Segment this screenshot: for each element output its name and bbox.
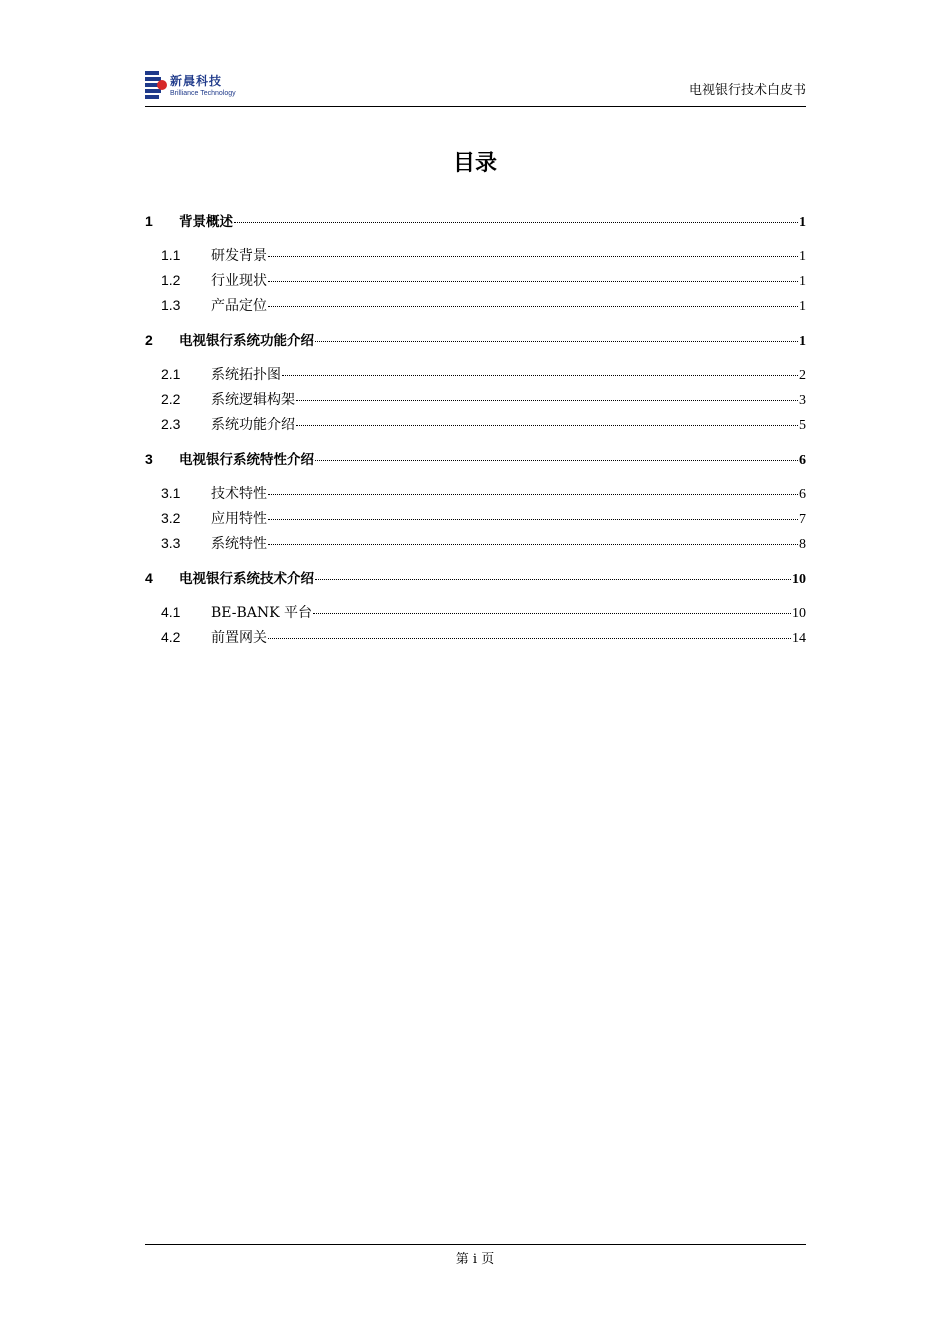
toc-leader-dots [296, 385, 798, 401]
toc-entry-page: 14 [792, 631, 806, 646]
company-logo [145, 70, 245, 104]
toc-entry-title: 技术特性 [211, 486, 267, 502]
toc-entry-title: 背景概述 [179, 214, 233, 230]
toc-leader-dots [268, 266, 798, 282]
toc-heading: 目录 [452, 151, 497, 176]
toc-entry-page: 10 [792, 572, 806, 587]
toc-entry-1-1[interactable] [145, 244, 806, 264]
toc-entry-number: 3 [145, 451, 153, 467]
toc-entry-4[interactable] [145, 567, 806, 587]
toc-entry-3-3[interactable] [145, 532, 806, 552]
toc-entry-2-3[interactable] [145, 413, 806, 433]
document-title: 电视银行技术白皮书 [688, 83, 806, 98]
toc-leader-dots [315, 564, 791, 580]
logo-english-text: Brilliance Technology [170, 90, 236, 97]
toc-leader-dots [313, 598, 791, 614]
toc-leader-dots [268, 529, 798, 545]
toc-entry-1-2[interactable] [145, 269, 806, 289]
toc-entry-page: 5 [799, 418, 806, 433]
toc-entry-page: 2 [799, 368, 806, 383]
toc-entry-title: 电视银行系统功能介绍 [179, 333, 314, 349]
toc-leader-dots [268, 291, 798, 307]
logo-mark-icon [145, 71, 167, 101]
toc-entry-title: 电视银行系统技术介绍 [179, 571, 314, 587]
toc-entry-3[interactable] [145, 448, 806, 468]
toc-entry-page: 1 [799, 274, 806, 289]
toc-entry-page: 3 [799, 393, 806, 408]
toc-entry-3-2[interactable] [145, 507, 806, 527]
toc-entry-page: 8 [799, 537, 806, 552]
toc-entry-1-3[interactable] [145, 294, 806, 314]
toc-leader-dots [268, 479, 798, 495]
toc-entry-number: 3.3 [161, 535, 181, 551]
toc-entry-page: 10 [792, 606, 806, 621]
toc-entry-number: 1.2 [161, 272, 181, 288]
toc-entry-title: BE-BANK 平台 [211, 605, 313, 621]
toc-entry-1[interactable] [145, 210, 806, 230]
toc-entry-number: 2.3 [161, 416, 181, 432]
toc-entry-page: 1 [799, 334, 806, 349]
toc-entry-number: 2 [145, 332, 153, 348]
toc-entry-title: 行业现状 [211, 273, 267, 289]
toc-leader-dots [268, 241, 798, 257]
page-number: 第 i 页 [455, 1252, 495, 1267]
toc-entry-title: 应用特性 [211, 511, 267, 527]
toc-leader-dots [315, 326, 798, 342]
toc-entry-title: 系统逻辑构架 [211, 392, 295, 408]
toc-entry-2[interactable] [145, 329, 806, 349]
footer-divider [145, 1244, 806, 1245]
toc-entry-number: 1 [145, 213, 153, 229]
toc-entry-page: 6 [799, 453, 806, 468]
toc-entry-number: 4 [145, 570, 153, 586]
toc-entry-title: 系统功能介绍 [211, 417, 295, 433]
toc-entry-page: 7 [799, 512, 806, 527]
toc-leader-dots [315, 445, 798, 461]
toc-entry-2-1[interactable] [145, 363, 806, 383]
toc-entry-title: 研发背景 [211, 248, 267, 264]
toc-entry-2-2[interactable] [145, 388, 806, 408]
toc-entry-title: 系统特性 [211, 536, 267, 552]
toc-entry-title: 电视银行系统特性介绍 [179, 452, 314, 468]
toc-entry-number: 2.2 [161, 391, 181, 407]
toc-entry-page: 6 [799, 487, 806, 502]
toc-entry-page: 1 [799, 299, 806, 314]
toc-entry-3-1[interactable] [145, 482, 806, 502]
page-header [145, 68, 806, 107]
toc-entry-number: 1.1 [161, 247, 181, 263]
toc-entry-4-1[interactable] [145, 601, 806, 621]
toc-entry-title: 系统拓扑图 [211, 367, 281, 383]
toc-entry-page: 1 [799, 215, 806, 230]
toc-entry-4-2[interactable] [145, 626, 806, 646]
toc-entry-page: 1 [799, 249, 806, 264]
toc-entry-title: 前置网关 [211, 630, 267, 646]
toc-entry-number: 4.1 [161, 604, 181, 620]
toc-leader-dots [282, 360, 798, 376]
toc-entry-number: 3.2 [161, 510, 181, 526]
toc-leader-dots [268, 504, 798, 520]
toc-leader-dots [268, 623, 791, 639]
toc-entry-title: 产品定位 [211, 298, 267, 314]
toc-entry-number: 3.1 [161, 485, 181, 501]
toc-entry-number: 4.2 [161, 629, 181, 645]
logo-chinese-text: 新晨科技 [170, 74, 223, 88]
toc-leader-dots [296, 410, 798, 426]
toc-entry-number: 2.1 [161, 366, 181, 382]
toc-entry-number: 1.3 [161, 297, 181, 313]
toc-leader-dots [234, 207, 798, 223]
